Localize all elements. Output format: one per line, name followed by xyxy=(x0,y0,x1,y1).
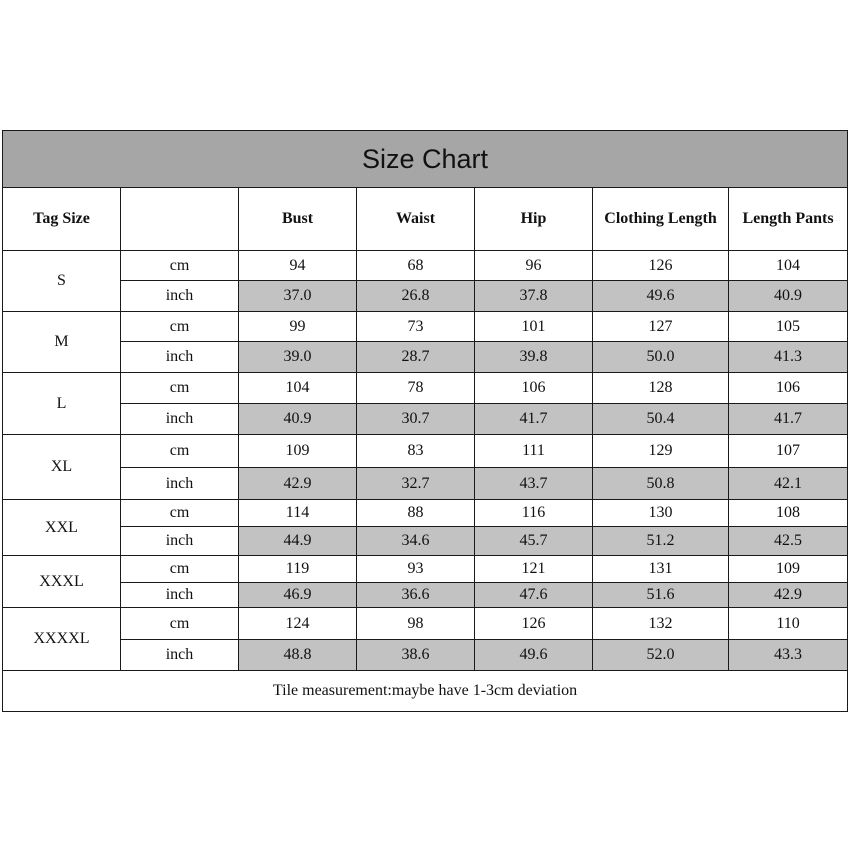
measurement-cell: 50.0 xyxy=(593,342,729,373)
table-row xyxy=(3,435,848,468)
header-clothing-length: Clothing Length xyxy=(593,188,729,251)
header-waist: Waist xyxy=(357,188,475,251)
header-length-pants: Length Pants xyxy=(729,188,848,251)
unit-cell: inch xyxy=(121,640,239,671)
measurement-cell: 44.9 xyxy=(239,527,357,556)
table-row xyxy=(3,312,848,342)
measurement-cell: 43.3 xyxy=(729,640,848,671)
measurement-cell: 106 xyxy=(729,373,848,404)
header-tag-size: Tag Size xyxy=(3,188,121,251)
size-chart-table xyxy=(2,130,848,712)
measurement-cell: 37.0 xyxy=(239,281,357,312)
table-row xyxy=(3,527,848,556)
table-row xyxy=(3,251,848,281)
measurement-cell: 42.1 xyxy=(729,468,848,500)
measurement-cell: 109 xyxy=(729,556,848,583)
unit-cell: cm xyxy=(121,373,239,404)
measurement-cell: 93 xyxy=(357,556,475,583)
measurement-cell: 105 xyxy=(729,312,848,342)
measurement-cell: 126 xyxy=(475,608,593,640)
size-rows xyxy=(3,251,848,671)
table-row xyxy=(3,468,848,500)
measurement-cell: 32.7 xyxy=(357,468,475,500)
tag-size-cell: XL xyxy=(3,435,121,500)
table-row xyxy=(3,556,848,583)
measurement-cell: 28.7 xyxy=(357,342,475,373)
measurement-cell: 94 xyxy=(239,251,357,281)
measurement-cell: 43.7 xyxy=(475,468,593,500)
measurement-cell: 83 xyxy=(357,435,475,468)
measurement-cell: 34.6 xyxy=(357,527,475,556)
measurement-cell: 127 xyxy=(593,312,729,342)
table-row xyxy=(3,500,848,527)
measurement-cell: 96 xyxy=(475,251,593,281)
measurement-cell: 119 xyxy=(239,556,357,583)
measurement-cell: 128 xyxy=(593,373,729,404)
measurement-cell: 52.0 xyxy=(593,640,729,671)
unit-cell: inch xyxy=(121,468,239,500)
measurement-cell: 30.7 xyxy=(357,404,475,435)
header-unit xyxy=(121,188,239,251)
measurement-cell: 99 xyxy=(239,312,357,342)
unit-cell: inch xyxy=(121,404,239,435)
header-row xyxy=(3,188,848,251)
measurement-cell: 45.7 xyxy=(475,527,593,556)
measurement-cell: 49.6 xyxy=(475,640,593,671)
measurement-cell: 42.9 xyxy=(239,468,357,500)
measurement-note: Tile measurement:maybe have 1-3cm deviation xyxy=(3,671,848,712)
table-row xyxy=(3,608,848,640)
unit-cell: inch xyxy=(121,527,239,556)
table-row xyxy=(3,373,848,404)
measurement-cell: 50.4 xyxy=(593,404,729,435)
measurement-cell: 116 xyxy=(475,500,593,527)
unit-cell: cm xyxy=(121,251,239,281)
measurement-cell: 47.6 xyxy=(475,583,593,608)
table-row xyxy=(3,342,848,373)
table-row xyxy=(3,281,848,312)
measurement-cell: 104 xyxy=(729,251,848,281)
measurement-cell: 132 xyxy=(593,608,729,640)
unit-cell: inch xyxy=(121,342,239,373)
unit-cell: inch xyxy=(121,281,239,312)
unit-cell: inch xyxy=(121,583,239,608)
tag-size-cell: M xyxy=(3,312,121,373)
measurement-cell: 108 xyxy=(729,500,848,527)
measurement-cell: 48.8 xyxy=(239,640,357,671)
measurement-cell: 41.7 xyxy=(729,404,848,435)
measurement-cell: 126 xyxy=(593,251,729,281)
header-hip: Hip xyxy=(475,188,593,251)
measurement-cell: 41.3 xyxy=(729,342,848,373)
measurement-cell: 42.9 xyxy=(729,583,848,608)
measurement-cell: 106 xyxy=(475,373,593,404)
measurement-cell: 78 xyxy=(357,373,475,404)
measurement-cell: 46.9 xyxy=(239,583,357,608)
measurement-cell: 131 xyxy=(593,556,729,583)
measurement-cell: 104 xyxy=(239,373,357,404)
measurement-cell: 40.9 xyxy=(729,281,848,312)
measurement-cell: 101 xyxy=(475,312,593,342)
tag-size-cell: L xyxy=(3,373,121,435)
table-row xyxy=(3,404,848,435)
measurement-cell: 38.6 xyxy=(357,640,475,671)
measurement-cell: 39.0 xyxy=(239,342,357,373)
tag-size-cell: XXXL xyxy=(3,556,121,608)
unit-cell: cm xyxy=(121,500,239,527)
measurement-cell: 68 xyxy=(357,251,475,281)
unit-cell: cm xyxy=(121,556,239,583)
tag-size-cell: XXL xyxy=(3,500,121,556)
measurement-cell: 50.8 xyxy=(593,468,729,500)
measurement-cell: 124 xyxy=(239,608,357,640)
measurement-cell: 42.5 xyxy=(729,527,848,556)
measurement-cell: 121 xyxy=(475,556,593,583)
measurement-cell: 88 xyxy=(357,500,475,527)
tag-size-cell: S xyxy=(3,251,121,312)
measurement-cell: 26.8 xyxy=(357,281,475,312)
measurement-cell: 36.6 xyxy=(357,583,475,608)
measurement-cell: 73 xyxy=(357,312,475,342)
measurement-cell: 49.6 xyxy=(593,281,729,312)
measurement-cell: 130 xyxy=(593,500,729,527)
table-row xyxy=(3,640,848,671)
measurement-cell: 111 xyxy=(475,435,593,468)
measurement-cell: 41.7 xyxy=(475,404,593,435)
measurement-cell: 40.9 xyxy=(239,404,357,435)
table-row xyxy=(3,583,848,608)
header-bust: Bust xyxy=(239,188,357,251)
measurement-cell: 114 xyxy=(239,500,357,527)
measurement-cell: 51.2 xyxy=(593,527,729,556)
unit-cell: cm xyxy=(121,435,239,468)
chart-title: Size Chart xyxy=(3,131,848,188)
unit-cell: cm xyxy=(121,312,239,342)
unit-cell: cm xyxy=(121,608,239,640)
measurement-cell: 129 xyxy=(593,435,729,468)
measurement-cell: 110 xyxy=(729,608,848,640)
tag-size-cell: XXXXL xyxy=(3,608,121,671)
measurement-cell: 39.8 xyxy=(475,342,593,373)
measurement-cell: 51.6 xyxy=(593,583,729,608)
measurement-cell: 107 xyxy=(729,435,848,468)
measurement-cell: 37.8 xyxy=(475,281,593,312)
measurement-cell: 109 xyxy=(239,435,357,468)
measurement-cell: 98 xyxy=(357,608,475,640)
